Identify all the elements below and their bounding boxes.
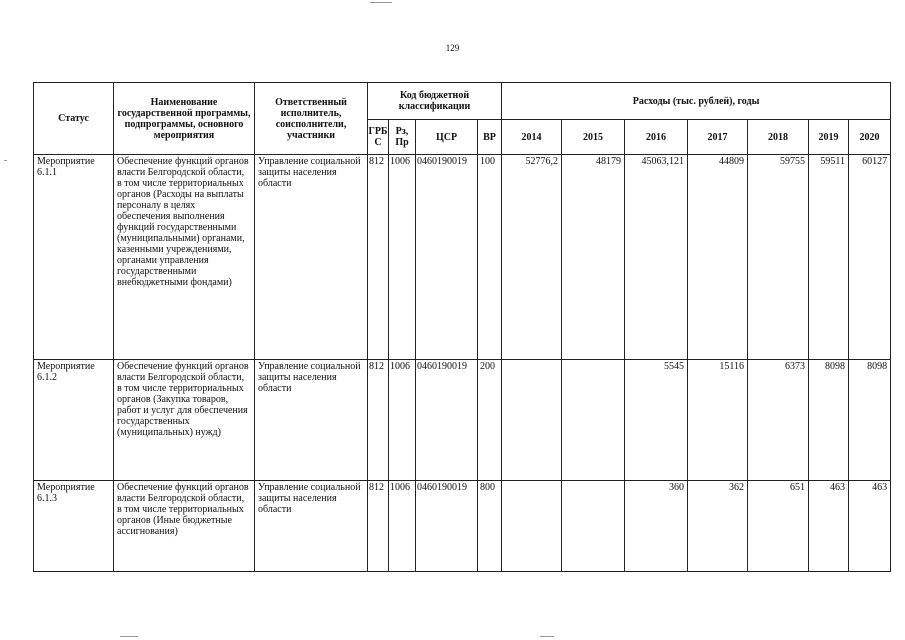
header-expenses: Расходы (тыс. рублей), годы: [502, 83, 891, 120]
value-2018: 6373: [748, 360, 809, 481]
scan-artifact: [4, 160, 7, 161]
vr-cell: 800: [478, 481, 502, 572]
value-2016: 360: [625, 481, 688, 572]
value-2020: 8098: [849, 360, 891, 481]
grbs-cell: 812: [368, 155, 389, 360]
header-year-2015: 2015: [562, 120, 625, 155]
value-2015: [562, 360, 625, 481]
scan-artifact: [370, 2, 392, 3]
header-year-2016: 2016: [625, 120, 688, 155]
responsible-cell: Управление социальной защиты населения области: [255, 360, 368, 481]
value-2014: [502, 481, 562, 572]
value-2014: [502, 360, 562, 481]
value-2016: 5545: [625, 360, 688, 481]
vr-cell: 100: [478, 155, 502, 360]
page-number: 129: [445, 43, 460, 53]
header-status: Статус: [34, 83, 114, 155]
header-grbs: ГРБ С: [368, 120, 389, 155]
header-year-2019: 2019: [809, 120, 849, 155]
status-cell: Мероприятие 6.1.2: [34, 360, 114, 481]
header-rzpr: Рз, Пр: [389, 120, 416, 155]
value-2019: 59511: [809, 155, 849, 360]
value-2018: 651: [748, 481, 809, 572]
value-2016: 45063,121: [625, 155, 688, 360]
header-year-2014: 2014: [502, 120, 562, 155]
rzpr-cell: 1006: [389, 360, 416, 481]
program-name-cell: Обеспечение функций органов власти Белгородской области, в том числе территориальных органов (Расходы на выплаты персоналу в целях обеспечения выполнения функций государственными (муниципальными) органами, казенными учреждениями, органами управления государственными внебюджетными фондами): [114, 155, 255, 360]
value-2020: 463: [849, 481, 891, 572]
header-csr: ЦСР: [416, 120, 478, 155]
scan-artifact: [120, 636, 138, 637]
value-2015: [562, 481, 625, 572]
grbs-cell: 812: [368, 481, 389, 572]
header-year-2018: 2018: [748, 120, 809, 155]
table-row: [34, 155, 891, 360]
header-vr: ВР: [478, 120, 502, 155]
budget-table: [33, 82, 891, 572]
program-name-cell: Обеспечение функций органов власти Белгородской области, в том числе территориальных органов (Иные бюджетные ассигнования): [114, 481, 255, 572]
value-2018: 59755: [748, 155, 809, 360]
program-name-cell: Обеспечение функций органов власти Белгородской области, в том числе территориальных органов (Закупка товаров, работ и услуг для обеспечения государственных (муниципальных) нужд): [114, 360, 255, 481]
csr-cell: 0460190019: [416, 155, 478, 360]
value-2014: 52776,2: [502, 155, 562, 360]
value-2017: 362: [688, 481, 748, 572]
value-2019: 463: [809, 481, 849, 572]
responsible-cell: Управление социальной защиты населения области: [255, 481, 368, 572]
header-program-name: Наименование государственной программы, подпрограммы, основного мероприятия: [114, 83, 255, 155]
csr-cell: 0460190019: [416, 360, 478, 481]
grbs-cell: 812: [368, 360, 389, 481]
vr-cell: 200: [478, 360, 502, 481]
table-row: [34, 481, 891, 572]
value-2017: 44809: [688, 155, 748, 360]
value-2015: 48179: [562, 155, 625, 360]
value-2019: 8098: [809, 360, 849, 481]
responsible-cell: Управление социальной защиты населения области: [255, 155, 368, 360]
rzpr-cell: 1006: [389, 481, 416, 572]
header-year-2017: 2017: [688, 120, 748, 155]
header-row-1: [34, 83, 891, 120]
value-2017: 15116: [688, 360, 748, 481]
rzpr-cell: 1006: [389, 155, 416, 360]
header-budget-code: Код бюджетной классификации: [368, 83, 502, 120]
header-responsible: Ответственный исполнитель, соисполнители, участники: [255, 83, 368, 155]
status-cell: Мероприятие 6.1.1: [34, 155, 114, 360]
header-year-2020: 2020: [849, 120, 891, 155]
status-cell: Мероприятие 6.1.3: [34, 481, 114, 572]
scan-artifact: [540, 636, 554, 637]
csr-cell: 0460190019: [416, 481, 478, 572]
value-2020: 60127: [849, 155, 891, 360]
table-row: [34, 360, 891, 481]
